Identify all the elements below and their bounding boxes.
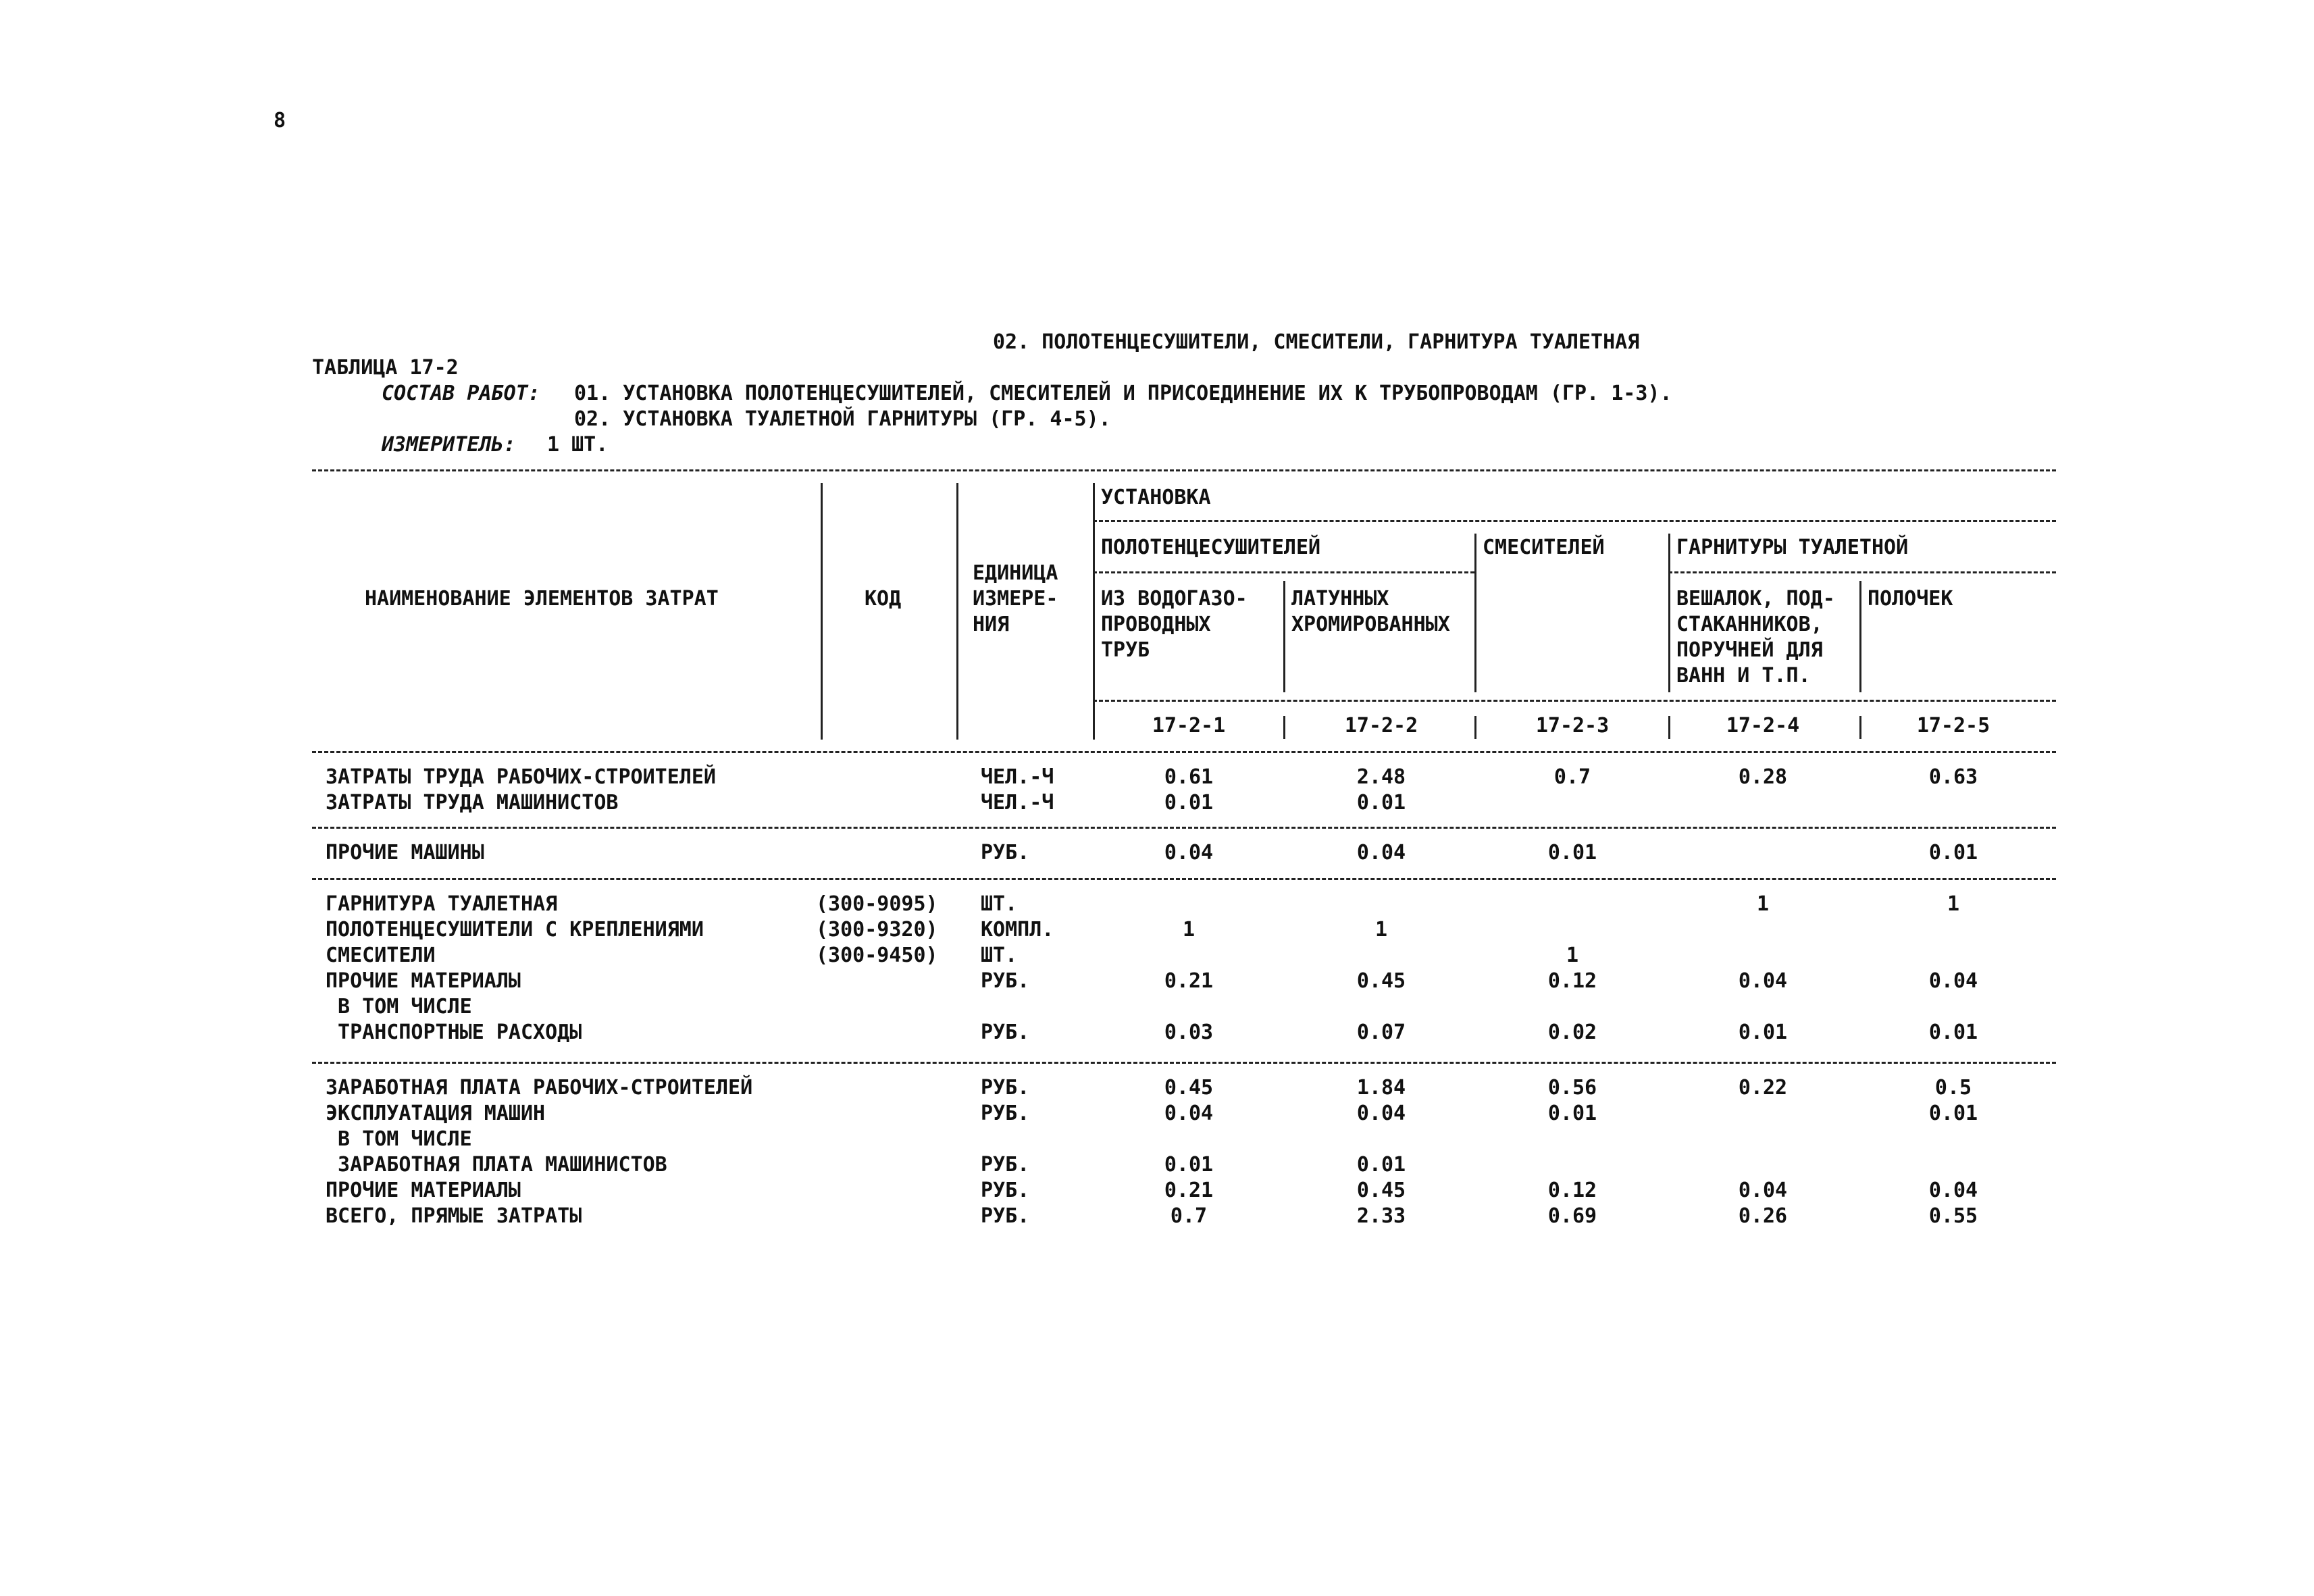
row-unit: РУБ.	[981, 1076, 1030, 1100]
work-item-2: 02. УСТАНОВКА ТУАЛЕТНОЙ ГАРНИТУРЫ (ГР. 4-5).	[574, 407, 1111, 431]
header-rule-towel	[1093, 571, 1474, 573]
row-unit: ШТ.	[981, 944, 1018, 967]
work-composition-label: СОСТАВ РАБОТ:	[382, 382, 540, 405]
row-name: СМЕСИТЕЛИ	[326, 944, 436, 967]
col5-sub: ПОЛОЧЕК	[1868, 587, 1953, 611]
row-value-col-1: 0.04	[1164, 841, 1214, 865]
group-rule-2	[312, 878, 2056, 880]
col2-sub-2: ХРОМИРОВАННЫХ	[1291, 613, 1450, 636]
row-name: ЗАТРАТЫ ТРУДА РАБОЧИХ-СТРОИТЕЛЕЙ	[326, 765, 716, 789]
row-value-col-4: 0.01	[1738, 1021, 1788, 1044]
row-value-col-4: 0.04	[1738, 969, 1788, 993]
col1-sub-1: ИЗ ВОДОГАЗО-	[1101, 587, 1248, 611]
row-unit: РУБ.	[981, 1153, 1030, 1177]
section-title: 02. ПОЛОТЕНЦЕСУШИТЕЛИ, СМЕСИТЕЛИ, ГАРНИТУРА ТУАЛЕТНАЯ	[993, 330, 1640, 354]
row-value-col-5: 0.5	[1934, 1076, 1972, 1100]
row-value-col-2: 0.01	[1356, 791, 1406, 815]
vsep-col1-col2	[1283, 581, 1285, 692]
header-name: НАИМЕНОВАНИЕ ЭЛЕМЕНТОВ ЗАТРАТ	[365, 587, 719, 611]
row-name: ПРОЧИЕ МАШИНЫ	[326, 841, 484, 865]
row-unit: ЧЕЛ.-Ч	[981, 765, 1054, 789]
row-value-col-4: 1	[1756, 892, 1770, 916]
header-rule-codes	[1093, 700, 2056, 702]
table-top-rule	[312, 469, 2056, 471]
row-name: ГАРНИТУРА ТУАЛЕТНАЯ	[326, 892, 558, 916]
header-rule-1	[1093, 520, 2056, 522]
row-unit: КОМПЛ.	[981, 918, 1054, 942]
work-item-1: 01. УСТАНОВКА ПОЛОТЕНЦЕСУШИТЕЛЕЙ, СМЕСИТЕЛЕЙ И ПРИСОЕДИНЕНИЕ ИХ К ТРУБОПРОВОДАМ (ГР. 1-3).	[574, 382, 1672, 405]
group-rule-1	[312, 827, 2056, 829]
row-name: ЗАРАБОТНАЯ ПЛАТА МАШИНИСТОВ	[326, 1153, 667, 1177]
row-name: ПРОЧИЕ МАТЕРИАЛЫ	[326, 969, 521, 993]
col2-sub-1: ЛАТУННЫХ	[1291, 587, 1389, 611]
row-code: (300-9320)	[816, 918, 938, 942]
row-value-col-5: 0.04	[1928, 969, 1978, 993]
meter-label: ИЗМЕРИТЕЛЬ:	[382, 433, 516, 457]
vsep-col4-col5	[1859, 581, 1861, 692]
code-col-5: 17-2-5	[1916, 714, 1990, 738]
row-code: (300-9095)	[816, 892, 938, 916]
vsep-code-1	[1283, 716, 1285, 739]
row-name: ЭКСПЛУАТАЦИЯ МАШИН	[326, 1102, 546, 1125]
row-value-col-2: 0.04	[1356, 1102, 1406, 1125]
col1-sub-2: ПРОВОДНЫХ	[1101, 613, 1211, 636]
header-mixers: СМЕСИТЕЛЕЙ	[1483, 536, 1605, 559]
vsep-code-unit	[956, 483, 958, 740]
row-value-col-5: 0.04	[1928, 1179, 1978, 1202]
header-code: КОД	[865, 587, 902, 611]
row-name: ТРАНСПОРТНЫЕ РАСХОДЫ	[326, 1021, 582, 1044]
row-value-col-2: 0.07	[1356, 1021, 1406, 1044]
row-value-col-3: 0.7	[1553, 765, 1591, 789]
row-unit: РУБ.	[981, 841, 1030, 865]
header-unit-1: ЕДИНИЦА	[973, 561, 1058, 585]
row-name: ЗАРАБОТНАЯ ПЛАТА РАБОЧИХ-СТРОИТЕЛЕЙ	[326, 1076, 753, 1100]
row-value-col-2: 1.84	[1356, 1076, 1406, 1100]
row-value-col-1: 0.03	[1164, 1021, 1214, 1044]
row-value-col-5: 0.55	[1928, 1204, 1978, 1228]
row-unit: РУБ.	[981, 1102, 1030, 1125]
vsep-code-4	[1859, 716, 1861, 739]
row-value-col-3: 1	[1566, 944, 1579, 967]
header-unit-3: НИЯ	[973, 613, 1010, 636]
col1-sub-3: ТРУБ	[1101, 638, 1150, 662]
row-name: ВСЕГО, ПРЯМЫЕ ЗАТРАТЫ	[326, 1204, 582, 1228]
header-towel-dryers: ПОЛОТЕНЦЕСУШИТЕЛЕЙ	[1101, 536, 1321, 559]
row-value-col-3: 0.12	[1547, 969, 1597, 993]
row-value-col-1: 0.61	[1164, 765, 1214, 789]
row-value-col-1: 0.21	[1164, 1179, 1214, 1202]
vsep-code-3	[1668, 716, 1670, 739]
row-value-col-2: 0.01	[1356, 1153, 1406, 1177]
row-value-col-2: 0.45	[1356, 1179, 1406, 1202]
row-value-col-3: 0.12	[1547, 1179, 1597, 1202]
vsep-col2-col3	[1474, 534, 1476, 692]
row-value-col-2: 2.33	[1356, 1204, 1406, 1228]
col4-sub-4: ВАНН И Т.П.	[1676, 664, 1811, 688]
row-value-col-1: 0.01	[1164, 791, 1214, 815]
vsep-code-2	[1474, 716, 1476, 739]
header-bottom-rule	[312, 751, 2056, 753]
row-name: В ТОМ ЧИСЛЕ	[326, 1127, 472, 1151]
row-value-col-1: 0.7	[1170, 1204, 1208, 1228]
row-value-col-4: 0.28	[1738, 765, 1788, 789]
meter-value: 1 ШТ.	[547, 433, 609, 457]
row-value-col-4: 0.26	[1738, 1204, 1788, 1228]
row-value-col-4: 0.04	[1738, 1179, 1788, 1202]
row-value-col-2: 2.48	[1356, 765, 1406, 789]
row-value-col-5: 0.63	[1928, 765, 1978, 789]
row-name: ПОЛОТЕНЦЕСУШИТЕЛИ С КРЕПЛЕНИЯМИ	[326, 918, 704, 942]
page-number: 8	[274, 109, 286, 132]
col4-sub-2: СТАКАННИКОВ,	[1676, 613, 1823, 636]
row-unit: РУБ.	[981, 1204, 1030, 1228]
vsep-name-code	[821, 483, 823, 740]
row-value-col-1: 0.45	[1164, 1076, 1214, 1100]
row-unit: ЧЕЛ.-Ч	[981, 791, 1054, 815]
row-value-col-2: 0.04	[1356, 841, 1406, 865]
row-value-col-3: 0.69	[1547, 1204, 1597, 1228]
row-unit: РУБ.	[981, 1179, 1030, 1202]
col4-sub-1: ВЕШАЛОК, ПОД-	[1676, 587, 1835, 611]
row-value-col-3: 0.01	[1547, 1102, 1597, 1125]
row-unit: РУБ.	[981, 969, 1030, 993]
row-value-col-1: 0.01	[1164, 1153, 1214, 1177]
header-toilet-set: ГАРНИТУРЫ ТУАЛЕТНОЙ	[1676, 536, 1909, 559]
header-unit-2: ИЗМЕРЕ-	[973, 587, 1058, 611]
row-unit: ШТ.	[981, 892, 1018, 916]
row-value-col-3: 0.01	[1547, 841, 1597, 865]
row-unit: РУБ.	[981, 1021, 1030, 1044]
row-code: (300-9450)	[816, 944, 938, 967]
col4-sub-3: ПОРУЧНЕЙ ДЛЯ	[1676, 638, 1823, 662]
row-value-col-3: 0.56	[1547, 1076, 1597, 1100]
row-name: ПРОЧИЕ МАТЕРИАЛЫ	[326, 1179, 521, 1202]
row-value-col-5: 0.01	[1928, 1021, 1978, 1044]
row-value-col-2: 1	[1374, 918, 1388, 942]
row-value-col-3: 0.02	[1547, 1021, 1597, 1044]
row-value-col-1: 0.21	[1164, 969, 1214, 993]
header-rule-toilet	[1668, 571, 2056, 573]
row-name: В ТОМ ЧИСЛЕ	[326, 995, 472, 1019]
row-value-col-4: 0.22	[1738, 1076, 1788, 1100]
row-value-col-2: 0.45	[1356, 969, 1406, 993]
group-rule-3	[312, 1062, 2056, 1064]
code-col-3: 17-2-3	[1535, 714, 1610, 738]
row-value-col-5: 1	[1947, 892, 1960, 916]
row-value-col-5: 0.01	[1928, 1102, 1978, 1125]
vsep-unit-values	[1093, 483, 1095, 740]
header-installation: УСТАНОВКА	[1101, 486, 1211, 509]
row-value-col-1: 1	[1182, 918, 1195, 942]
vsep-col3-col4	[1668, 534, 1670, 692]
row-name: ЗАТРАТЫ ТРУДА МАШИНИСТОВ	[326, 791, 619, 815]
code-col-4: 17-2-4	[1726, 714, 1800, 738]
code-col-1: 17-2-1	[1152, 714, 1226, 738]
table-label: ТАБЛИЦА 17-2	[312, 356, 459, 380]
code-col-2: 17-2-2	[1344, 714, 1418, 738]
row-value-col-1: 0.04	[1164, 1102, 1214, 1125]
row-value-col-5: 0.01	[1928, 841, 1978, 865]
